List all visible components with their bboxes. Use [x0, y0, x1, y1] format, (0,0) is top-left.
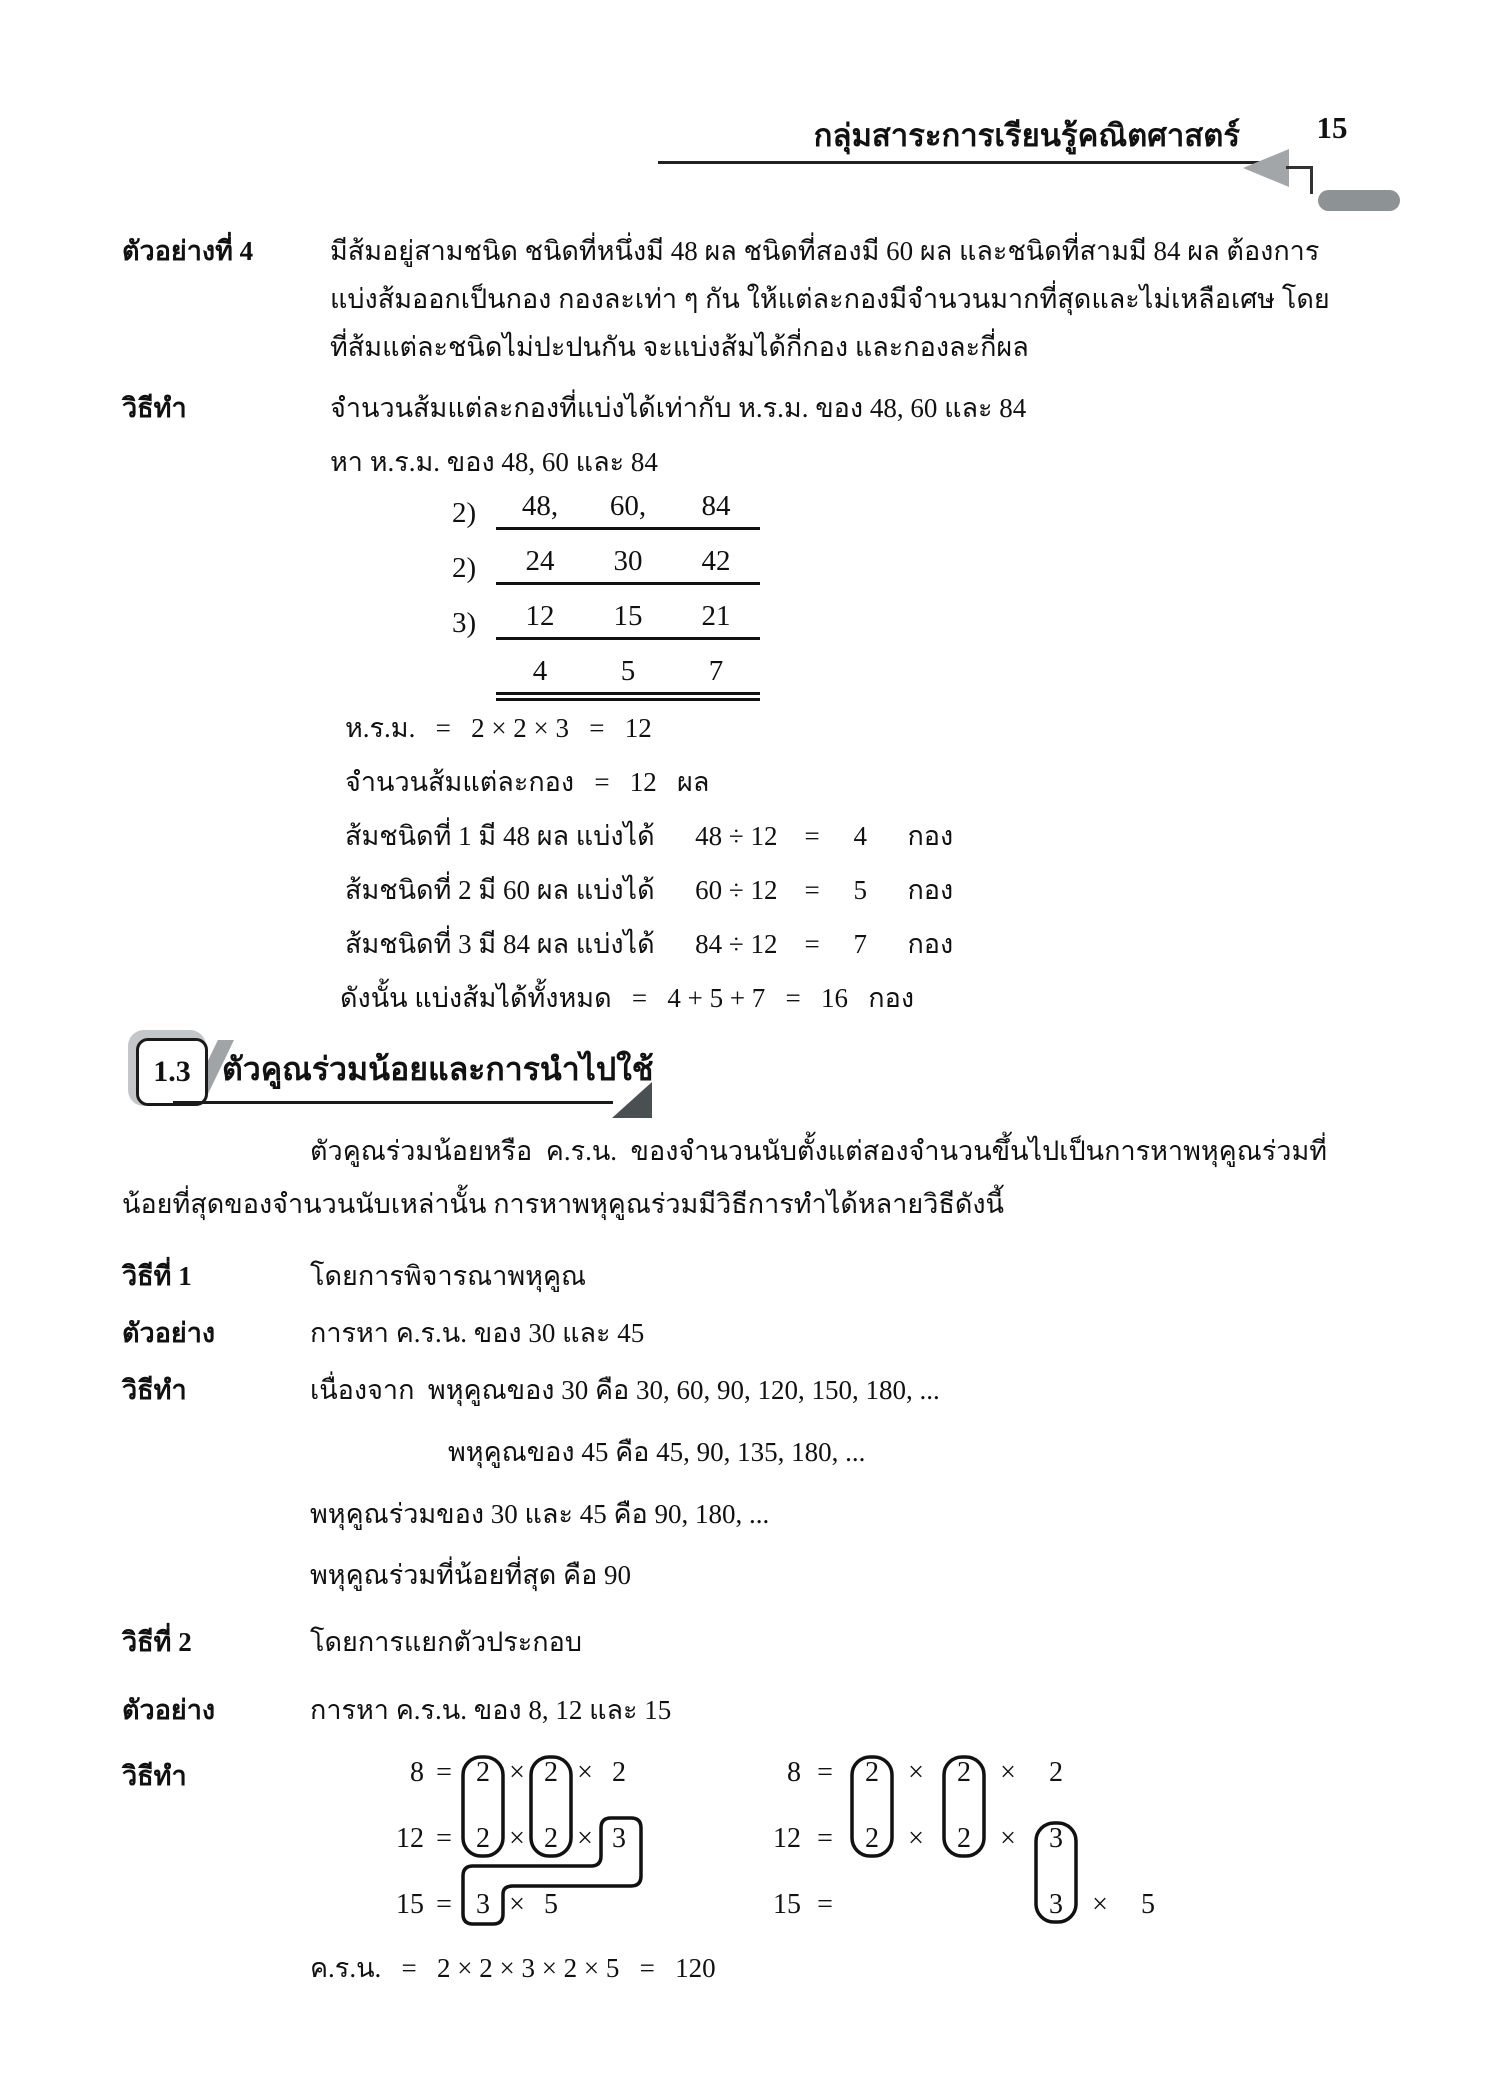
- factor: 2: [476, 1757, 490, 1788]
- table-cell: 24: [525, 545, 555, 577]
- times-sign: ×: [908, 1757, 924, 1788]
- header-rule: [658, 161, 1270, 164]
- example4-find-line: หา ห.ร.ม. ของ 48, 60 และ 84: [330, 447, 658, 477]
- orange-type1-line: ส้มชนิดที่ 1 มี 48 ผล แบ่งได้ 48 ÷ 12 = 4 กอง: [345, 821, 954, 851]
- method2-solution-label: วิธีทำ: [122, 1761, 187, 1791]
- table-cell: 60,: [609, 490, 647, 522]
- equals-sign: =: [436, 1823, 452, 1854]
- factor: 5: [1141, 1889, 1155, 1920]
- factor: 2: [476, 1823, 490, 1854]
- times-sign: ×: [509, 1889, 525, 1920]
- krn-equation: ค.ร.น. = 2 × 2 × 3 × 2 × 5 = 120: [310, 1953, 716, 1983]
- factor-loops-right: [745, 1756, 1185, 1991]
- section-title: ตัวคูณร่วมน้อยและการนำไปใช้: [222, 1051, 654, 1087]
- page-number: 15: [1316, 110, 1348, 145]
- table-cell: 15: [613, 600, 643, 632]
- divisor-cell: 2): [452, 497, 477, 529]
- section-number-box: 1.3: [136, 1038, 208, 1106]
- method1-example-label: ตัวอย่าง: [122, 1318, 216, 1348]
- header-connector-horizontal: [1286, 166, 1312, 169]
- times-sign: ×: [509, 1757, 525, 1788]
- factor-diagram-right: [745, 1756, 1185, 1991]
- factor: 3: [1049, 1823, 1063, 1854]
- factor: 2: [612, 1757, 626, 1788]
- factor: 2: [1049, 1757, 1063, 1788]
- times-sign: ×: [1000, 1757, 1016, 1788]
- example4-problem-line2: แบ่งส้มออกเป็นกอง กองละเท่า ๆ กัน ให้แต่ละกองมีจำนวนมากที่สุดและไม่เหลือเศษ โดย: [330, 284, 1330, 314]
- table-cell: 5: [620, 655, 636, 687]
- section-intro-line2: น้อยที่สุดของจำนวนนับเหล่านั้น การหาพหุคูณร่วมมีวิธีการทำได้หลายวิธีดังนี้: [122, 1189, 1005, 1219]
- divisor-cell: 2): [452, 552, 477, 584]
- equals-sign: =: [436, 1889, 452, 1920]
- method1-title: โดยการพิจารณาพหุคูณ: [310, 1261, 587, 1291]
- factor: 2: [865, 1757, 879, 1788]
- dividend-row: [496, 545, 760, 585]
- method1-common-multiples-line: พหุคูณร่วมของ 30 และ 45 คือ 90, 180, ...: [310, 1499, 770, 1529]
- left-row2-number: 12: [396, 1823, 424, 1854]
- table-cell: 42: [701, 545, 731, 577]
- factor: 2: [957, 1823, 971, 1854]
- method2-label: วิธีที่ 2: [122, 1627, 192, 1657]
- table-row: [452, 600, 760, 640]
- header-connector-vertical: [1310, 166, 1313, 194]
- method2-example-label: ตัวอย่าง: [122, 1695, 216, 1725]
- orange-type2-line: ส้มชนิดที่ 2 มี 60 ผล แบ่งได้ 60 ÷ 12 = 5 กอง: [345, 875, 954, 905]
- conclusion-line: ดังนั้น แบ่งส้มได้ทั้งหมด = 4 + 5 + 7 = 16 กอง: [340, 983, 915, 1013]
- section-intro-line1: ตัวคูณร่วมน้อยหรือ ค.ร.น. ของจำนวนนับตั้งแต่สองจำนวนขึ้นไปเป็นการหาพหุคูณร่วมที่: [310, 1136, 1328, 1166]
- table-cell: 12: [525, 600, 555, 632]
- equals-sign: =: [817, 1823, 833, 1854]
- left-row1-number: 8: [410, 1757, 424, 1788]
- example4-problem-line1: มีส้มอยู่สามชนิด ชนิดที่หนึ่งมี 48 ผล ชนิดที่สองมี 60 ผล และชนิดที่สามมี 84 ผล ต้องการ: [330, 236, 1320, 266]
- method1-multiples45-line: พหุคูณของ 45 คือ 45, 90, 135, 180, ...: [448, 1437, 866, 1467]
- section-rule: [173, 1101, 613, 1104]
- method1-example-text: การหา ค.ร.น. ของ 30 และ 45: [310, 1318, 645, 1348]
- factor: 3: [1049, 1889, 1063, 1920]
- example4-solution-label: วิธีทำ: [122, 393, 187, 423]
- result-row: [496, 655, 760, 701]
- table-row: [452, 545, 760, 585]
- page-header-title: กลุ่มสาระการเรียนรู้คณิตศาสตร์: [813, 118, 1240, 153]
- factor: 3: [476, 1889, 490, 1920]
- table-cell: 84: [701, 490, 731, 522]
- method1-solution-label: วิธีทำ: [122, 1375, 187, 1405]
- hrm-equation: ห.ร.ม. = 2 × 2 × 3 = 12: [345, 713, 652, 743]
- example4-label: ตัวอย่างที่ 4: [122, 236, 254, 266]
- orange-type3-line: ส้มชนิดที่ 3 มี 84 ผล แบ่งได้ 84 ÷ 12 = 7 กอง: [345, 929, 954, 959]
- table-cell: 4: [532, 655, 548, 687]
- factor: 2: [957, 1757, 971, 1788]
- times-sign: ×: [1000, 1823, 1016, 1854]
- division-table: [452, 490, 760, 716]
- factor: 5: [544, 1889, 558, 1920]
- dividend-row: [496, 490, 760, 530]
- header-pill-ornament: [1318, 190, 1400, 211]
- table-cell: 30: [613, 545, 643, 577]
- times-sign: ×: [577, 1823, 593, 1854]
- times-sign: ×: [577, 1757, 593, 1788]
- example4-solution-intro: จำนวนส้มแต่ละกองที่แบ่งได้เท่ากับ ห.ร.ม. ของ 48, 60 และ 84: [330, 393, 1027, 423]
- table-row: [452, 655, 760, 701]
- method2-title: โดยการแยกตัวประกอบ: [310, 1627, 582, 1657]
- equals-sign: =: [817, 1889, 833, 1920]
- table-cell: 48,: [521, 490, 559, 522]
- divisor-cell: 3): [452, 607, 477, 639]
- method1-label: วิธีที่ 1: [122, 1261, 192, 1291]
- dividend-row: [496, 600, 760, 640]
- factor: 2: [544, 1757, 558, 1788]
- factor: 2: [865, 1823, 879, 1854]
- factor: 3: [612, 1823, 626, 1854]
- per-pile-equation: จำนวนส้มแต่ละกอง = 12 ผล: [345, 767, 710, 797]
- right-row1-number: 8: [787, 1757, 801, 1788]
- factor: 2: [544, 1823, 558, 1854]
- table-cell: 7: [708, 655, 724, 687]
- table-row: [452, 490, 760, 530]
- arrow-left-icon: [1243, 149, 1289, 187]
- left-row3-number: 15: [396, 1889, 424, 1920]
- method1-multiples30-line: เนื่องจาก พหุคูณของ 30 คือ 30, 60, 90, 120, 150, 180, ...: [310, 1375, 940, 1405]
- times-sign: ×: [509, 1823, 525, 1854]
- equals-sign: =: [436, 1757, 452, 1788]
- example4-problem-line3: ที่ส้มแต่ละชนิดไม่ปะปนกัน จะแบ่งส้มได้กี่กอง และกองละกี่ผล: [330, 332, 1029, 362]
- table-cell: 21: [701, 600, 731, 632]
- equals-sign: =: [817, 1757, 833, 1788]
- right-row3-number: 15: [773, 1889, 801, 1920]
- times-sign: ×: [1092, 1889, 1108, 1920]
- times-sign: ×: [908, 1823, 924, 1854]
- method2-example-text: การหา ค.ร.น. ของ 8, 12 และ 15: [310, 1695, 672, 1725]
- method1-least-common-line: พหุคูณร่วมที่น้อยที่สุด คือ 90: [310, 1560, 632, 1590]
- right-row2-number: 12: [773, 1823, 801, 1854]
